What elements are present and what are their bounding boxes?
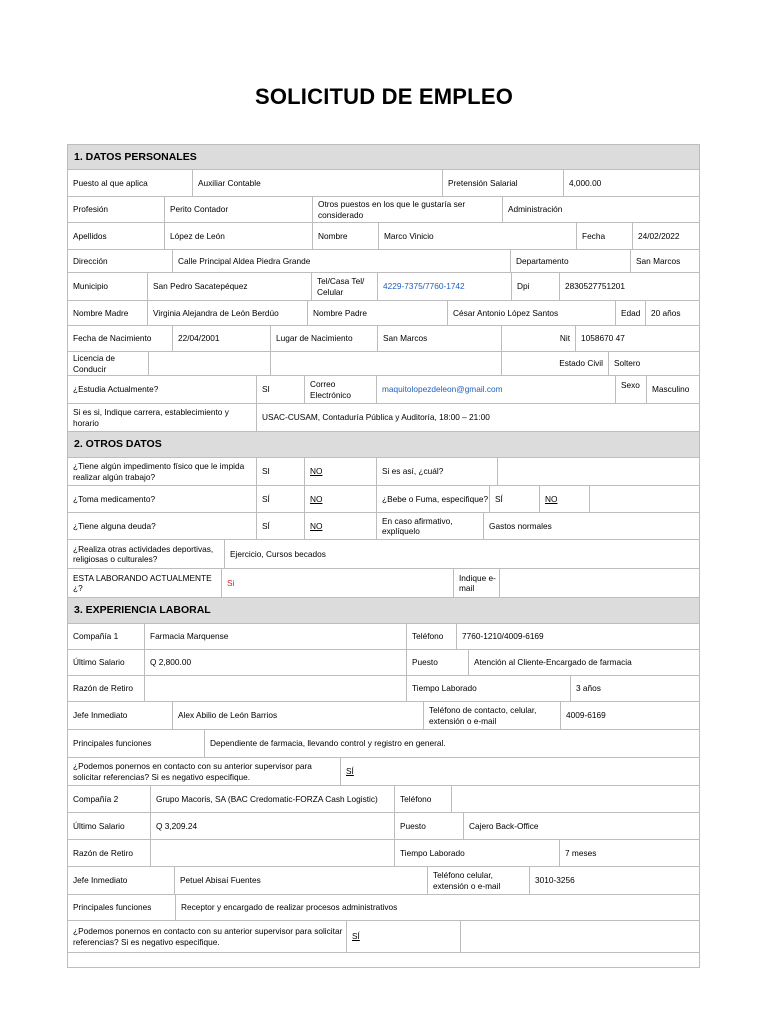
actividades-label: ¿Realiza otras actividades deportivas, religiosas o culturales? bbox=[73, 543, 214, 564]
compania2-label: Compañía 2 bbox=[73, 793, 119, 804]
form-row-nacimiento bbox=[67, 326, 700, 352]
estudia-label: ¿Estudia Actualmente? bbox=[73, 384, 159, 395]
compania1-label: Compañía 1 bbox=[73, 631, 119, 642]
funciones1-field[interactable]: Dependiente de farmacia, llevando control y registro en general. bbox=[204, 730, 699, 757]
madre-field[interactable]: Virginia Alejandra de León Berdúo bbox=[147, 301, 307, 325]
form-row-salario2 bbox=[67, 813, 700, 840]
dpi-field[interactable]: 2830527751201 bbox=[559, 273, 699, 300]
form-row-jefe1 bbox=[67, 702, 700, 730]
contacto1-label: ¿Podemos ponernos en contacto con su anterior supervisor para solicitar referencias? Si es negativo especifique. bbox=[73, 761, 312, 782]
compania1-field[interactable]: Farmacia Marquense bbox=[144, 624, 406, 649]
contacto1-field[interactable]: SÍ bbox=[340, 758, 699, 785]
estudia-field[interactable]: SI bbox=[256, 376, 304, 403]
form-row-jefe2 bbox=[67, 867, 700, 895]
pretension-field[interactable]: 4,000.00 bbox=[563, 170, 699, 196]
correo-field[interactable]: maquitolopezdeleon@gmail.com bbox=[376, 376, 615, 403]
profesion-field[interactable]: Perito Contador bbox=[164, 197, 312, 222]
bebe-si[interactable]: SÍ bbox=[489, 486, 539, 512]
licencia-extra-field[interactable] bbox=[270, 352, 501, 375]
tel-contacto1-label: Teléfono de contacto, celular, extensión o e-mail bbox=[423, 702, 560, 729]
edad-field[interactable]: 20 años bbox=[645, 301, 699, 325]
cual-label: Si es así, ¿cuál? bbox=[376, 458, 497, 485]
form-row-municipio bbox=[67, 273, 700, 301]
laborando-label: ESTA LABORANDO ACTUALMENTE ¿? bbox=[73, 572, 212, 593]
licencia-label: Licencia de Conducir bbox=[73, 353, 115, 374]
nacimiento-field[interactable]: 22/04/2001 bbox=[172, 326, 270, 351]
form-row-retiro2 bbox=[67, 840, 700, 867]
form-row-laborando bbox=[67, 569, 700, 598]
telefono1-field[interactable]: 7760-1210/4009-6169 bbox=[456, 624, 699, 649]
form-row-apellidos bbox=[67, 223, 700, 250]
retiro2-label: Razón de Retiro bbox=[73, 847, 133, 858]
afirmativo-label: En caso afirmativo, explíquelo bbox=[376, 513, 483, 539]
direccion-field[interactable]: Calle Principal Aldea Piedra Grande bbox=[172, 250, 510, 272]
form-row-profesion bbox=[67, 197, 700, 223]
section-header-datos-personales: 1. DATOS PERSONALES bbox=[67, 144, 700, 170]
departamento-label: Departamento bbox=[510, 250, 630, 272]
direccion-label: Dirección bbox=[73, 255, 108, 266]
tel-contacto1-field[interactable]: 4009-6169 bbox=[560, 702, 699, 729]
nit-field[interactable]: 1058670 47 bbox=[575, 326, 699, 351]
sexo-field[interactable]: Masculino bbox=[646, 376, 699, 403]
tel-celular2-label: Teléfono celular, extensión o e-mail bbox=[427, 867, 529, 894]
municipio-label: Municipio bbox=[73, 281, 109, 292]
section-header-otros-datos: 2. OTROS DATOS bbox=[67, 432, 700, 458]
impedimento-no[interactable]: NO bbox=[304, 458, 376, 485]
retiro1-label: Razón de Retiro bbox=[73, 683, 133, 694]
puesto-field[interactable]: Auxiliar Contable bbox=[192, 170, 442, 196]
lugar-label: Lugar de Nacimiento bbox=[270, 326, 377, 351]
carrera-label: Si es si, Indique carrera, establecimiento y horario bbox=[73, 407, 229, 428]
nombre-label: Nombre bbox=[312, 223, 378, 249]
tiempo1-field[interactable]: 3 años bbox=[570, 676, 699, 701]
actividades-field[interactable]: Ejercicio, Cursos becados bbox=[224, 540, 699, 568]
apellidos-label: Apellidos bbox=[73, 230, 107, 241]
telefono1-label: Teléfono bbox=[406, 624, 456, 649]
contacto2-field[interactable]: SÍ bbox=[346, 921, 460, 952]
form-row-madre bbox=[67, 301, 700, 326]
funciones2-field[interactable]: Receptor y encargado de realizar procesos administrativos bbox=[175, 895, 699, 920]
retiro1-field[interactable] bbox=[144, 676, 406, 701]
contacto2-label: ¿Podemos ponernos en contacto con su anterior supervisor para solicitar referencias? Si es negativo especifique. bbox=[73, 926, 343, 947]
salario1-field[interactable]: Q 2,800.00 bbox=[144, 650, 406, 675]
puesto1-field[interactable]: Atención al Cliente-Encargado de farmacia bbox=[468, 650, 699, 675]
correo-label: Correo Electrónico bbox=[304, 376, 376, 403]
licencia-field[interactable] bbox=[148, 352, 270, 375]
form-row-puesto bbox=[67, 170, 700, 197]
application-form bbox=[67, 144, 700, 968]
otros-puestos-field[interactable]: Administración bbox=[502, 197, 699, 222]
bebe-no[interactable]: NO bbox=[539, 486, 589, 512]
puesto2-label: Puesto bbox=[394, 813, 463, 839]
contacto2-extra-field[interactable] bbox=[460, 921, 699, 952]
salario2-label: Último Salario bbox=[73, 820, 125, 831]
form-row-compania1 bbox=[67, 624, 700, 650]
jefe2-field[interactable]: Petuel Abisaí Fuentes bbox=[174, 867, 427, 894]
dpi-label: Dpi bbox=[511, 273, 559, 300]
cual-field[interactable] bbox=[497, 458, 699, 485]
afirmativo-field[interactable]: Gastos normales bbox=[483, 513, 699, 539]
tel-celular2-field[interactable]: 3010-3256 bbox=[529, 867, 699, 894]
form-row-contacto1 bbox=[67, 758, 700, 786]
madre-label: Nombre Madre bbox=[73, 307, 129, 318]
profesion-label: Profesión bbox=[73, 204, 109, 215]
medicamento-label: ¿Toma medicamento? bbox=[73, 493, 156, 504]
telefono2-label: Teléfono bbox=[394, 786, 451, 812]
form-row-licencia bbox=[67, 352, 700, 376]
page-title: SOLICITUD DE EMPLEO bbox=[254, 84, 514, 109]
tel-label: Tel/Casa Tel/ Celular bbox=[311, 273, 377, 300]
impedimento-label: ¿Tiene algún impedimento físico que le impida realizar algún trabajo? bbox=[73, 461, 245, 482]
funciones1-label: Principales funciones bbox=[73, 738, 152, 749]
tiempo2-field[interactable]: 7 meses bbox=[559, 840, 699, 866]
municipio-field[interactable]: San Pedro Sacatepéquez bbox=[147, 273, 311, 300]
otros-puestos-label: Otros puestos en los que le gustaría ser considerado bbox=[312, 197, 502, 222]
jefe1-field[interactable]: Alex Abilio de León Barrios bbox=[172, 702, 423, 729]
fecha-label: Fecha bbox=[576, 223, 632, 249]
bebe-label: ¿Bebe o Fuma, especifique? bbox=[376, 486, 489, 512]
lugar-field[interactable]: San Marcos bbox=[377, 326, 501, 351]
form-row-impedimento bbox=[67, 458, 700, 486]
pretension-label: Pretensión Salarial bbox=[442, 170, 563, 196]
puesto-label: Puesto al que aplica bbox=[73, 177, 148, 188]
form-row-carrera bbox=[67, 404, 700, 432]
laborando-field[interactable]: Si bbox=[221, 569, 453, 597]
tel-field[interactable]: 4229-7375/7760-1742 bbox=[377, 273, 511, 300]
tiempo1-label: Tiempo Laborado bbox=[406, 676, 570, 701]
form-row-estudia bbox=[67, 376, 700, 404]
indique-label: Indique e-mail bbox=[453, 569, 499, 597]
deuda-si[interactable]: SÍ bbox=[256, 513, 304, 539]
jefe2-label: Jefe Inmediato bbox=[73, 875, 128, 886]
medicamento-si[interactable]: SÍ bbox=[256, 486, 304, 512]
salario1-label: Último Salario bbox=[73, 657, 125, 668]
form-row-contacto2 bbox=[67, 921, 700, 953]
form-row-salario1 bbox=[67, 650, 700, 676]
medicamento-no[interactable]: NO bbox=[304, 486, 376, 512]
departamento-field[interactable]: San Marcos bbox=[630, 250, 699, 272]
nombre-field[interactable]: Marco Vinicio bbox=[378, 223, 576, 249]
deuda-no[interactable]: NO bbox=[304, 513, 376, 539]
nit-label: Nit bbox=[501, 326, 575, 351]
compania2-field[interactable]: Grupo Macoris, SA (BAC Credomatic-FORZA Cash Logistic) bbox=[150, 786, 394, 812]
form-row-funciones2 bbox=[67, 895, 700, 921]
civil-label: Estado Civil bbox=[501, 352, 608, 375]
jefe1-label: Jefe Inmediato bbox=[73, 710, 128, 721]
puesto2-field[interactable]: Cajero Back-Office bbox=[463, 813, 699, 839]
fecha-field[interactable]: 24/02/2022 bbox=[632, 223, 699, 249]
form-row-funciones1 bbox=[67, 730, 700, 758]
apellidos-field[interactable]: López de León bbox=[164, 223, 312, 249]
carrera-field[interactable]: USAC-CUSAM, Contaduría Pública y Auditoría, 18:00 – 21:00 bbox=[256, 404, 699, 431]
form-row-retiro1 bbox=[67, 676, 700, 702]
sexo-label: Sexo bbox=[615, 376, 646, 403]
form-row-actividades bbox=[67, 540, 700, 569]
bebe-extra-field[interactable] bbox=[589, 486, 699, 512]
impedimento-si[interactable]: SI bbox=[256, 458, 304, 485]
padre-field[interactable]: César Antonio López Santos bbox=[447, 301, 615, 325]
indique-field[interactable] bbox=[499, 569, 699, 597]
puesto1-label: Puesto bbox=[406, 650, 468, 675]
section-header-experiencia: 3. EXPERIENCIA LABORAL bbox=[67, 598, 700, 624]
form-row-direccion bbox=[67, 250, 700, 273]
form-row-deuda bbox=[67, 513, 700, 540]
form-row-compania2 bbox=[67, 786, 700, 813]
telefono2-field[interactable] bbox=[451, 786, 699, 812]
padre-label: Nombre Padre bbox=[307, 301, 447, 325]
form-row-empty bbox=[67, 953, 700, 968]
deuda-label: ¿Tiene alguna deuda? bbox=[73, 520, 156, 531]
edad-label: Edad bbox=[615, 301, 645, 325]
funciones2-label: Principales funciones bbox=[73, 902, 152, 913]
civil-field[interactable]: Soltero bbox=[608, 352, 699, 375]
nacimiento-label: Fecha de Nacimiento bbox=[73, 333, 152, 344]
tiempo2-label: Tiempo Laborado bbox=[394, 840, 559, 866]
retiro2-field[interactable] bbox=[150, 840, 394, 866]
salario2-field[interactable]: Q 3,209.24 bbox=[150, 813, 394, 839]
form-row-medicamento bbox=[67, 486, 700, 513]
